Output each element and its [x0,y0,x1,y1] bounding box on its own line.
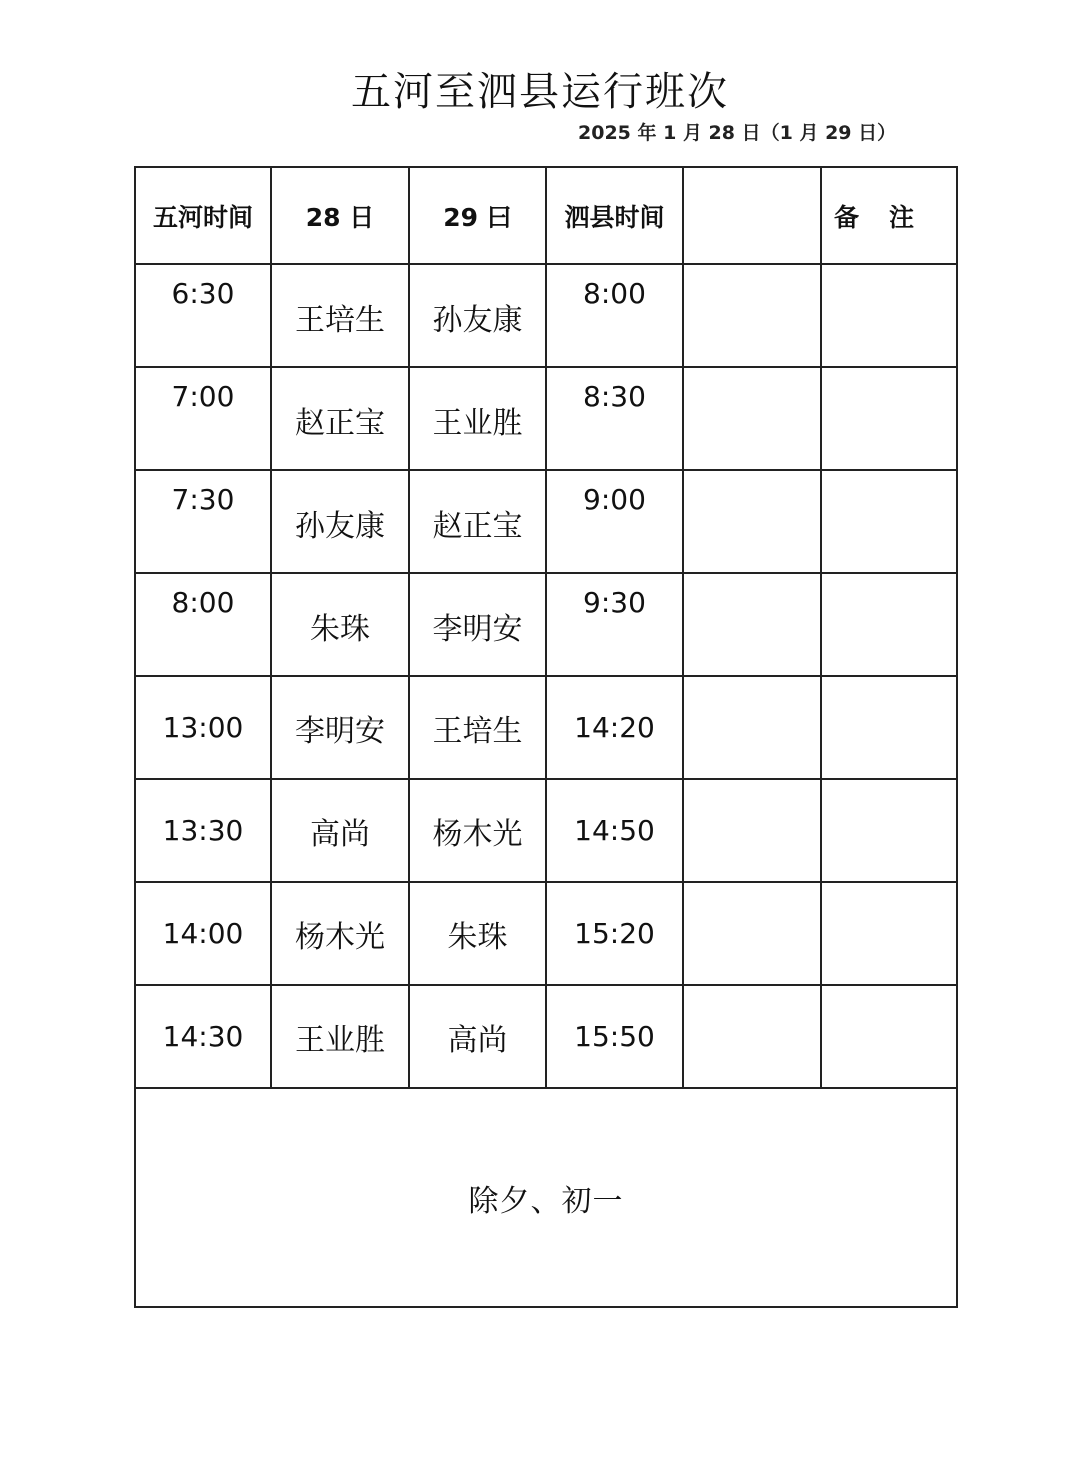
table-row [135,367,957,470]
header-sixian-time: 泗县时间 [546,167,683,264]
day28-driver-cell: 杨木光 [271,882,409,985]
document-date: 2025 年 1 月 28 日（1 月 29 日） [578,122,897,144]
remark-cell [821,985,957,1088]
table-row [135,985,957,1088]
sixian-time-cell: 15:50 [546,985,683,1088]
wuhe-time-cell: 14:30 [135,985,271,1088]
day28-driver-cell: 朱珠 [271,573,409,676]
day29-driver-cell: 李明安 [409,573,546,676]
blank-cell [683,779,821,882]
day28-driver-cell: 孙友康 [271,470,409,573]
table-row [135,573,957,676]
day29-driver-cell: 杨木光 [409,779,546,882]
blank-cell [683,573,821,676]
wuhe-time-cell: 7:30 [135,470,271,573]
remark-cell [821,573,957,676]
footer-note: 除夕、初一 [135,1088,957,1307]
header-wuhe-time: 五河时间 [135,167,271,264]
table-row [135,779,957,882]
sixian-time-cell: 8:30 [546,367,683,470]
remark-cell [821,367,957,470]
day28-driver-cell: 王培生 [271,264,409,367]
remark-cell [821,882,957,985]
remark-cell [821,676,957,779]
day29-driver-cell: 朱珠 [409,882,546,985]
table-row [135,676,957,779]
footer-note-row [135,1088,957,1307]
document-title: 五河至泗县运行班次 [351,69,729,115]
header-remark: 备注 [821,167,957,264]
blank-cell [683,676,821,779]
table-row [135,470,957,573]
blank-cell [683,264,821,367]
wuhe-time-cell: 8:00 [135,573,271,676]
day29-driver-cell: 赵正宝 [409,470,546,573]
table-row [135,264,957,367]
day29-driver-cell: 高尚 [409,985,546,1088]
remark-cell [821,264,957,367]
day29-driver-cell: 孙友康 [409,264,546,367]
day29-driver-cell: 王培生 [409,676,546,779]
day28-driver-cell: 高尚 [271,779,409,882]
sixian-time-cell: 9:30 [546,573,683,676]
day28-driver-cell: 赵正宝 [271,367,409,470]
day28-driver-cell: 李明安 [271,676,409,779]
header-day-28: 28 日 [271,167,409,264]
sixian-time-cell: 8:00 [546,264,683,367]
sixian-time-cell: 14:20 [546,676,683,779]
schedule-table [134,166,958,1308]
blank-cell [683,985,821,1088]
wuhe-time-cell: 6:30 [135,264,271,367]
wuhe-time-cell: 7:00 [135,367,271,470]
blank-cell [683,470,821,573]
header-blank [683,167,821,264]
wuhe-time-cell: 14:00 [135,882,271,985]
sixian-time-cell: 15:20 [546,882,683,985]
header-day-29: 29 曰 [409,167,546,264]
wuhe-time-cell: 13:30 [135,779,271,882]
blank-cell [683,367,821,470]
day28-driver-cell: 王业胜 [271,985,409,1088]
table-row [135,882,957,985]
table-header-row [135,167,957,264]
remark-cell [821,470,957,573]
day29-driver-cell: 王业胜 [409,367,546,470]
remark-cell [821,779,957,882]
sixian-time-cell: 9:00 [546,470,683,573]
wuhe-time-cell: 13:00 [135,676,271,779]
sixian-time-cell: 14:50 [546,779,683,882]
blank-cell [683,882,821,985]
